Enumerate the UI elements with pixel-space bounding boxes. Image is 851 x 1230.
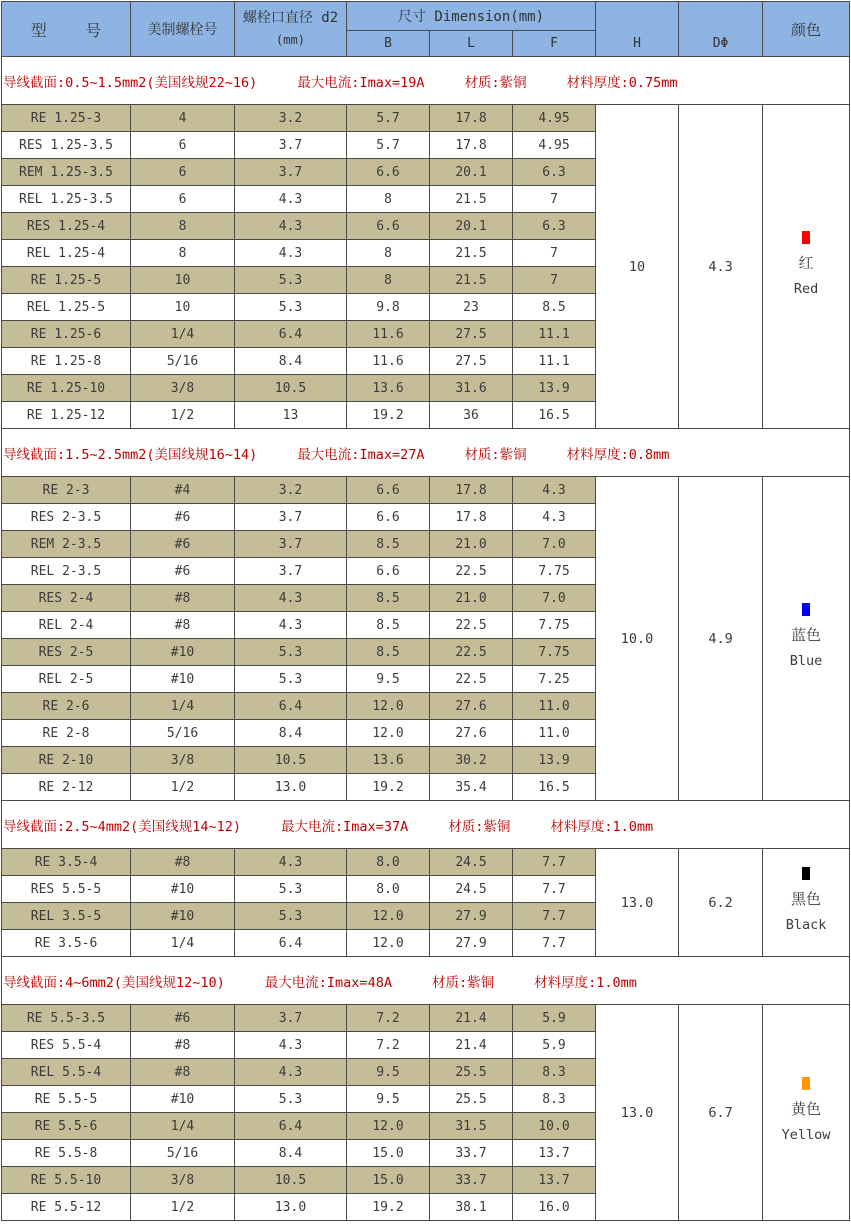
cell-b: 6.6 <box>347 477 430 504</box>
cell-dphi: 6.2 <box>679 849 763 957</box>
cell-bolt-diameter: 3.7 <box>235 1005 347 1032</box>
color-name-en: Yellow <box>781 1127 831 1143</box>
color-name-cn: 黄色 <box>791 1100 822 1118</box>
cell-l: 17.8 <box>430 477 513 504</box>
cell-model: RE 2-3 <box>2 477 131 504</box>
cell-model: REL 1.25-5 <box>2 294 131 321</box>
cell-bolt-us: 3/8 <box>131 375 235 402</box>
cell-model: RES 5.5-5 <box>2 876 131 903</box>
cell-bolt-diameter: 3.2 <box>235 105 347 132</box>
cell-bolt-us: 6 <box>131 186 235 213</box>
header-dphi-top <box>679 2 763 31</box>
cell-model: RE 3.5-4 <box>2 849 131 876</box>
cell-bolt-diameter: 13.0 <box>235 774 347 801</box>
cell-bolt-us: 5/16 <box>131 720 235 747</box>
cell-f: 8.3 <box>513 1086 596 1113</box>
cell-bolt-us: 1/2 <box>131 774 235 801</box>
cell-model: RE 1.25-3 <box>2 105 131 132</box>
color-cell <box>763 849 850 957</box>
cell-model: REL 3.5-5 <box>2 903 131 930</box>
cell-bolt-diameter: 5.3 <box>235 876 347 903</box>
cell-b: 19.2 <box>347 402 430 429</box>
section-row <box>2 429 850 477</box>
spec-table <box>1 1 850 1221</box>
section-thickness: 材料厚度:1.0mm <box>550 818 654 835</box>
cell-bolt-us: 4 <box>131 105 235 132</box>
cell-model: RE 2-12 <box>2 774 131 801</box>
cell-b: 13.6 <box>347 747 430 774</box>
cell-f: 7.7 <box>513 903 596 930</box>
cell-bolt-diameter: 3.7 <box>235 558 347 585</box>
cell-l: 36 <box>430 402 513 429</box>
cell-l: 27.9 <box>430 930 513 957</box>
color-name-en: Black <box>785 917 827 933</box>
section-current: 最大电流:Imax=48A <box>264 974 392 991</box>
section-row <box>2 801 850 849</box>
cell-bolt-us: 6 <box>131 159 235 186</box>
cell-l: 27.6 <box>430 720 513 747</box>
cell-bolt-diameter: 10.5 <box>235 747 347 774</box>
cell-bolt-diameter: 5.3 <box>235 903 347 930</box>
header-dimension: 尺寸 Dimension(mm) <box>347 2 596 31</box>
section-thickness: 材料厚度:0.8mm <box>566 446 670 463</box>
section-header <box>2 801 850 849</box>
cell-b: 11.6 <box>347 321 430 348</box>
cell-bolt-us: 5/16 <box>131 348 235 375</box>
cell-b: 12.0 <box>347 1113 430 1140</box>
cell-b: 9.5 <box>347 666 430 693</box>
cell-f: 4.95 <box>513 132 596 159</box>
cell-f: 11.0 <box>513 693 596 720</box>
cell-bolt-diameter: 5.3 <box>235 267 347 294</box>
cell-model: REL 2-5 <box>2 666 131 693</box>
color-name-cn: 蓝色 <box>791 626 822 644</box>
cell-bolt-diameter: 3.2 <box>235 477 347 504</box>
cell-l: 27.6 <box>430 693 513 720</box>
cell-b: 8 <box>347 267 430 294</box>
table-body <box>2 57 850 1221</box>
section-wire: 导线截面:1.5~2.5mm2(美国线规16~14) <box>3 446 258 463</box>
cell-l: 31.5 <box>430 1113 513 1140</box>
cell-bolt-us: #6 <box>131 531 235 558</box>
cell-model: RES 1.25-4 <box>2 213 131 240</box>
header-dphi: DΦ <box>679 31 763 57</box>
cell-f: 7.7 <box>513 930 596 957</box>
cell-bolt-diameter: 13 <box>235 402 347 429</box>
cell-bolt-diameter: 6.4 <box>235 1113 347 1140</box>
cell-bolt-us: 1/4 <box>131 1113 235 1140</box>
cell-f: 16.5 <box>513 402 596 429</box>
cell-model: REL 1.25-3.5 <box>2 186 131 213</box>
color-swatch <box>802 1077 810 1090</box>
cell-f: 13.9 <box>513 375 596 402</box>
cell-b: 12.0 <box>347 693 430 720</box>
cell-bolt-us: 1/2 <box>131 1194 235 1221</box>
cell-f: 4.3 <box>513 504 596 531</box>
cell-f: 7 <box>513 186 596 213</box>
cell-b: 8.5 <box>347 639 430 666</box>
cell-f: 8.5 <box>513 294 596 321</box>
cell-l: 20.1 <box>430 159 513 186</box>
cell-f: 7.0 <box>513 585 596 612</box>
cell-bolt-us: 3/8 <box>131 1167 235 1194</box>
cell-model: RE 5.5-10 <box>2 1167 131 1194</box>
cell-f: 6.3 <box>513 213 596 240</box>
cell-bolt-us: #8 <box>131 1059 235 1086</box>
cell-bolt-diameter: 4.3 <box>235 186 347 213</box>
cell-model: REL 2-4 <box>2 612 131 639</box>
cell-f: 7.25 <box>513 666 596 693</box>
cell-bolt-us: #6 <box>131 504 235 531</box>
cell-l: 33.7 <box>430 1140 513 1167</box>
cell-bolt-us: #10 <box>131 1086 235 1113</box>
cell-bolt-diameter: 4.3 <box>235 1059 347 1086</box>
cell-model: RE 1.25-5 <box>2 267 131 294</box>
cell-bolt-us: #10 <box>131 876 235 903</box>
cell-l: 35.4 <box>430 774 513 801</box>
cell-b: 12.0 <box>347 720 430 747</box>
cell-bolt-us: 5/16 <box>131 1140 235 1167</box>
cell-bolt-diameter: 5.3 <box>235 1086 347 1113</box>
cell-model: REL 1.25-4 <box>2 240 131 267</box>
cell-l: 21.4 <box>430 1005 513 1032</box>
cell-bolt-us: 1/4 <box>131 693 235 720</box>
cell-model: RE 2-10 <box>2 747 131 774</box>
cell-l: 38.1 <box>430 1194 513 1221</box>
cell-bolt-diameter: 4.3 <box>235 612 347 639</box>
cell-bolt-diameter: 6.4 <box>235 693 347 720</box>
cell-dphi: 6.7 <box>679 1005 763 1221</box>
cell-l: 23 <box>430 294 513 321</box>
cell-l: 21.5 <box>430 186 513 213</box>
cell-b: 6.6 <box>347 504 430 531</box>
cell-bolt-us: #8 <box>131 612 235 639</box>
cell-l: 17.8 <box>430 504 513 531</box>
cell-bolt-diameter: 5.3 <box>235 666 347 693</box>
cell-l: 25.5 <box>430 1086 513 1113</box>
table-row <box>2 1005 850 1032</box>
cell-b: 9.5 <box>347 1059 430 1086</box>
cell-f: 10.0 <box>513 1113 596 1140</box>
cell-model: RE 5.5-3.5 <box>2 1005 131 1032</box>
cell-b: 8 <box>347 240 430 267</box>
cell-model: RES 2-5 <box>2 639 131 666</box>
cell-l: 24.5 <box>430 849 513 876</box>
section-wire: 导线截面:0.5~1.5mm2(美国线规22~16) <box>3 74 258 91</box>
cell-model: RE 5.5-5 <box>2 1086 131 1113</box>
cell-l: 27.5 <box>430 321 513 348</box>
cell-bolt-us: 8 <box>131 213 235 240</box>
cell-l: 27.5 <box>430 348 513 375</box>
cell-bolt-diameter: 10.5 <box>235 375 347 402</box>
color-swatch <box>802 603 810 616</box>
cell-f: 13.9 <box>513 747 596 774</box>
cell-h: 13.0 <box>596 1005 679 1221</box>
cell-bolt-diameter: 8.4 <box>235 720 347 747</box>
header-b: B <box>347 31 430 57</box>
cell-l: 21.4 <box>430 1032 513 1059</box>
cell-bolt-us: 10 <box>131 267 235 294</box>
cell-h: 10.0 <box>596 477 679 801</box>
section-current: 最大电流:Imax=27A <box>297 446 425 463</box>
color-name-en: Blue <box>789 653 823 669</box>
cell-b: 6.6 <box>347 558 430 585</box>
cell-bolt-us: #6 <box>131 558 235 585</box>
section-wire: 导线截面:2.5~4mm2(美国线规14~12) <box>3 818 242 835</box>
color-swatch <box>802 231 810 244</box>
cell-b: 8.0 <box>347 849 430 876</box>
cell-b: 7.2 <box>347 1005 430 1032</box>
cell-f: 7.0 <box>513 531 596 558</box>
cell-h: 13.0 <box>596 849 679 957</box>
section-current: 最大电流:Imax=37A <box>281 818 409 835</box>
cell-f: 7.75 <box>513 612 596 639</box>
cell-model: RE 3.5-6 <box>2 930 131 957</box>
table-header <box>2 2 850 57</box>
cell-f: 11.1 <box>513 348 596 375</box>
cell-bolt-us: #10 <box>131 666 235 693</box>
cell-model: REL 5.5-4 <box>2 1059 131 1086</box>
section-material: 材质:紫铜 <box>448 818 511 835</box>
cell-bolt-us: 1/4 <box>131 321 235 348</box>
cell-b: 8.5 <box>347 531 430 558</box>
cell-f: 16.5 <box>513 774 596 801</box>
cell-b: 12.0 <box>347 903 430 930</box>
cell-f: 6.3 <box>513 159 596 186</box>
cell-model: RE 1.25-6 <box>2 321 131 348</box>
cell-f: 16.0 <box>513 1194 596 1221</box>
cell-model: RES 5.5-4 <box>2 1032 131 1059</box>
cell-bolt-diameter: 3.7 <box>235 159 347 186</box>
cell-l: 21.0 <box>430 531 513 558</box>
color-cell <box>763 477 850 801</box>
cell-b: 8.5 <box>347 612 430 639</box>
cell-b: 19.2 <box>347 774 430 801</box>
cell-bolt-us: #8 <box>131 585 235 612</box>
cell-l: 20.1 <box>430 213 513 240</box>
cell-bolt-us: #10 <box>131 639 235 666</box>
cell-f: 7.75 <box>513 639 596 666</box>
section-row <box>2 957 850 1005</box>
cell-l: 30.2 <box>430 747 513 774</box>
cell-bolt-diameter: 4.3 <box>235 213 347 240</box>
cell-bolt-diameter: 4.3 <box>235 585 347 612</box>
cell-bolt-diameter: 3.7 <box>235 132 347 159</box>
cell-bolt-us: 3/8 <box>131 747 235 774</box>
section-header <box>2 57 850 105</box>
header-bolt-diameter-unit: (mm) <box>276 33 305 47</box>
cell-l: 25.5 <box>430 1059 513 1086</box>
cell-model: RE 5.5-12 <box>2 1194 131 1221</box>
cell-model: RE 2-8 <box>2 720 131 747</box>
cell-l: 22.5 <box>430 666 513 693</box>
cell-model: RE 5.5-8 <box>2 1140 131 1167</box>
cell-l: 27.9 <box>430 903 513 930</box>
cell-bolt-diameter: 3.7 <box>235 531 347 558</box>
header-model: 型 号 <box>2 2 131 57</box>
cell-model: RES 2-3.5 <box>2 504 131 531</box>
cell-b: 7.2 <box>347 1032 430 1059</box>
cell-bolt-us: 6 <box>131 132 235 159</box>
cell-f: 11.0 <box>513 720 596 747</box>
color-name-cn: 红 <box>798 254 814 272</box>
header-h: H <box>596 31 679 57</box>
cell-l: 33.7 <box>430 1167 513 1194</box>
cell-bolt-diameter: 5.3 <box>235 294 347 321</box>
cell-l: 22.5 <box>430 639 513 666</box>
cell-model: RE 1.25-12 <box>2 402 131 429</box>
section-wire: 导线截面:4~6mm2(美国线规12~10) <box>3 974 225 991</box>
section-material: 材质:紫铜 <box>431 974 495 991</box>
cell-b: 6.6 <box>347 159 430 186</box>
cell-f: 4.95 <box>513 105 596 132</box>
color-name-en: Red <box>793 281 819 297</box>
cell-l: 17.8 <box>430 132 513 159</box>
cell-dphi: 4.3 <box>679 105 763 429</box>
cell-dphi: 4.9 <box>679 477 763 801</box>
header-h-top <box>596 2 679 31</box>
color-cell <box>763 105 850 429</box>
cell-f: 8.3 <box>513 1059 596 1086</box>
section-current: 最大电流:Imax=19A <box>297 74 425 91</box>
cell-b: 9.5 <box>347 1086 430 1113</box>
cell-f: 13.7 <box>513 1140 596 1167</box>
cell-b: 13.6 <box>347 375 430 402</box>
section-thickness: 材料厚度:0.75mm <box>566 74 678 91</box>
cell-model: REM 1.25-3.5 <box>2 159 131 186</box>
cell-f: 7.7 <box>513 849 596 876</box>
cell-l: 17.8 <box>430 105 513 132</box>
cell-f: 7.75 <box>513 558 596 585</box>
cell-bolt-us: #8 <box>131 1032 235 1059</box>
cell-model: RES 1.25-3.5 <box>2 132 131 159</box>
cell-b: 5.7 <box>347 132 430 159</box>
cell-bolt-diameter: 6.4 <box>235 930 347 957</box>
table-row <box>2 477 850 504</box>
header-color: 颜色 <box>763 2 850 57</box>
cell-b: 6.6 <box>347 213 430 240</box>
cell-bolt-us: #8 <box>131 849 235 876</box>
cell-bolt-us: #4 <box>131 477 235 504</box>
section-header <box>2 957 850 1005</box>
cell-bolt-diameter: 8.4 <box>235 348 347 375</box>
cell-b: 12.0 <box>347 930 430 957</box>
cell-b: 8 <box>347 186 430 213</box>
cell-bolt-diameter: 4.3 <box>235 240 347 267</box>
cell-f: 7 <box>513 240 596 267</box>
cell-f: 4.3 <box>513 477 596 504</box>
cell-bolt-diameter: 10.5 <box>235 1167 347 1194</box>
cell-f: 5.9 <box>513 1005 596 1032</box>
cell-model: RE 2-6 <box>2 693 131 720</box>
cell-bolt-us: 10 <box>131 294 235 321</box>
cell-bolt-diameter: 3.7 <box>235 504 347 531</box>
header-l: L <box>430 31 513 57</box>
cell-b: 15.0 <box>347 1140 430 1167</box>
cell-b: 8.0 <box>347 876 430 903</box>
header-bolt-us: 美制螺栓号 <box>131 2 235 57</box>
header-bolt-diameter-title: 螺栓口直径 d2 <box>242 10 339 26</box>
table-row <box>2 105 850 132</box>
cell-bolt-diameter: 5.3 <box>235 639 347 666</box>
section-row <box>2 57 850 105</box>
header-bolt-diameter <box>235 2 347 57</box>
cell-bolt-us: #6 <box>131 1005 235 1032</box>
section-thickness: 材料厚度:1.0mm <box>534 974 637 991</box>
cell-l: 24.5 <box>430 876 513 903</box>
cell-f: 5.9 <box>513 1032 596 1059</box>
cell-bolt-diameter: 4.3 <box>235 1032 347 1059</box>
cell-model: RE 1.25-10 <box>2 375 131 402</box>
cell-bolt-us: 8 <box>131 240 235 267</box>
cell-l: 21.5 <box>430 240 513 267</box>
cell-model: REM 2-3.5 <box>2 531 131 558</box>
cell-model: REL 2-3.5 <box>2 558 131 585</box>
cell-f: 13.7 <box>513 1167 596 1194</box>
section-material: 材质:紫铜 <box>464 446 527 463</box>
cell-bolt-diameter: 8.4 <box>235 1140 347 1167</box>
cell-model: RES 2-4 <box>2 585 131 612</box>
cell-l: 21.0 <box>430 585 513 612</box>
cell-l: 21.5 <box>430 267 513 294</box>
cell-bolt-us: 1/2 <box>131 402 235 429</box>
cell-b: 11.6 <box>347 348 430 375</box>
cell-f: 11.1 <box>513 321 596 348</box>
cell-b: 5.7 <box>347 105 430 132</box>
cell-f: 7.7 <box>513 876 596 903</box>
cell-model: RE 1.25-8 <box>2 348 131 375</box>
cell-l: 22.5 <box>430 612 513 639</box>
cell-b: 9.8 <box>347 294 430 321</box>
section-material: 材质:紫铜 <box>464 74 527 91</box>
table-row <box>2 849 850 876</box>
section-header <box>2 429 850 477</box>
cell-b: 8.5 <box>347 585 430 612</box>
color-swatch <box>802 867 810 880</box>
cell-bolt-diameter: 6.4 <box>235 321 347 348</box>
cell-h: 10 <box>596 105 679 429</box>
cell-b: 19.2 <box>347 1194 430 1221</box>
cell-bolt-us: #10 <box>131 903 235 930</box>
cell-b: 15.0 <box>347 1167 430 1194</box>
cell-f: 7 <box>513 267 596 294</box>
cell-bolt-us: 1/4 <box>131 930 235 957</box>
cell-l: 31.6 <box>430 375 513 402</box>
cell-bolt-diameter: 13.0 <box>235 1194 347 1221</box>
cell-l: 22.5 <box>430 558 513 585</box>
color-name-cn: 黑色 <box>791 890 822 908</box>
cell-bolt-diameter: 4.3 <box>235 849 347 876</box>
header-f: F <box>513 31 596 57</box>
cell-model: RE 5.5-6 <box>2 1113 131 1140</box>
color-cell <box>763 1005 850 1221</box>
